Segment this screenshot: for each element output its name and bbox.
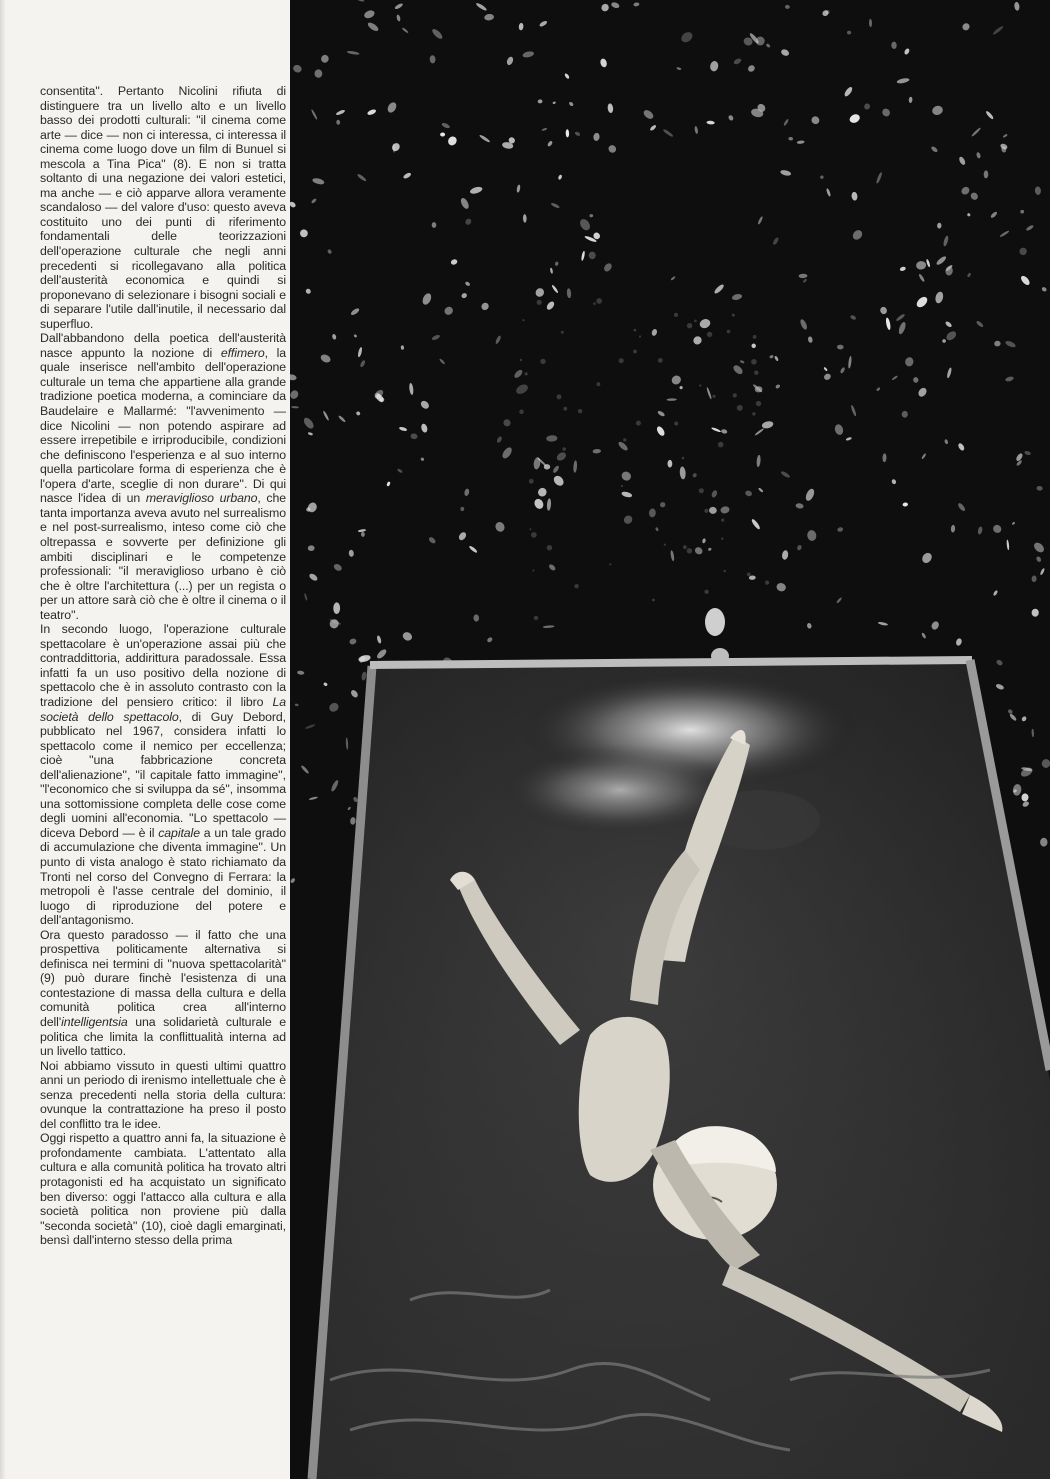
trunk-texture [574, 584, 578, 588]
trunk-texture [623, 438, 626, 441]
trunk-texture [529, 528, 531, 530]
trunk-texture [619, 358, 624, 363]
article-paragraph [40, 1059, 286, 1132]
trunk-texture [694, 320, 697, 323]
text-run: Dall'abbandono della poetica dell'austerità nasce appunto la nozione di [40, 331, 286, 360]
trunk-texture [699, 384, 701, 386]
trunk-texture [562, 447, 566, 451]
trunk-texture [522, 319, 524, 321]
trunk-texture [721, 538, 723, 540]
page-edge-shadow [0, 0, 6, 1479]
trunk-texture [634, 329, 637, 332]
italic-run: intelligentsia [61, 1015, 128, 1029]
trunk-texture [724, 570, 726, 572]
trunk-texture [712, 395, 715, 398]
lamp-light [705, 608, 725, 636]
text-run: a un tale grado di accumulazione che diventa immagine''. Un punto di vista analogo è stato richiamato da Tronti nel corso del Convegno di Ferrara: la metropoli è l'asse centrale del dominio, il luogo di riproduzione del potere e dell'antagonismo. [40, 825, 286, 928]
trunk-texture [561, 331, 564, 334]
trunk-texture [753, 335, 757, 339]
trunk-texture [687, 548, 692, 553]
trunk-texture [765, 581, 769, 585]
trunk-texture [593, 302, 596, 305]
text-run: In secondo luogo, l'operazione culturale spettacolare è un'operazione assai più che contraddittoria, addirittura paradossale. Essa infatti fa un uso positivo della nozione di spettacolo che è in assoluto contrasto con la tradizione del pensiero critico: il libro [40, 622, 286, 709]
trunk-texture [563, 407, 567, 411]
article-paragraph [40, 928, 286, 1059]
trunk-texture [652, 599, 655, 602]
italic-run: La società dello spettacolo [40, 694, 286, 724]
trunk-texture [674, 313, 678, 317]
trunk-texture [621, 485, 623, 487]
trunk-texture [704, 509, 708, 513]
trunk-texture [727, 330, 731, 334]
trunk-texture [682, 457, 685, 460]
text-run: Oggi rispetto a quattro anni fa, la situazione è profondamente cambiata. L'attentato alla cultura e alla comunità politica ha trovato altri protagonisti ed ha acquistato un significato ben diverso: oggi l'attacco alla cultura e alla società politica non proviene più dalla ''seconda società'' (10), cioè dagli emarginati, bensì dall'interno stesso della prima [40, 1131, 286, 1248]
trunk-texture [732, 314, 735, 317]
trunk-texture [674, 422, 678, 426]
trunk-texture [540, 359, 545, 364]
text-run: Ora questo paradosso — il fatto che una prospettiva politicamente alternativa si definisca nei termini di ''nuova spettacolarità'' (9) può durare finchè l'esistenza di una contestazione di massa della cultura e della comunità politica crea all'interno dell' [40, 927, 286, 1029]
trunk-texture [704, 590, 708, 594]
article-paragraph [40, 331, 286, 622]
text-run: , di Guy Debord, pubblicato nel 1967, considera infatti lo spettacolo come il nemico per eccellenza; cioè ''una fabbricazione concreta dell'alienazione'', ''il capitale fatto immagine'', ''l'economico che si sviluppa da sé'', insomma una sottomissione completa delle cose come degli uomini all'economia. ''Lo spettacolo — diceva Debord — è il [40, 709, 286, 840]
canvas-frame-top [370, 660, 972, 665]
article-paragraph [40, 84, 286, 331]
photo-illustration [290, 0, 1050, 1479]
trunk-texture [639, 335, 641, 337]
leaf-highlight [668, 460, 673, 468]
trunk-texture [636, 421, 641, 426]
trunk-texture [529, 479, 534, 484]
trunk-texture [633, 350, 637, 354]
trunk-texture [596, 298, 602, 304]
trunk-texture [597, 382, 601, 386]
text-run: consentita''. Pertanto Nicolini rifiuta di distinguere tra un livello alto e un livello basso dei prodotti culturali: ''il cinema come arte — dice — non ci interessa, ci interessa il cinema come luogo dove un film di Bunuel si mescola a Tina Pica'' (8). E non si tratta soltanto di una negazione dei valori estetici, ma anche — e ciò apparve allora veramente scandaloso — del valore d'uso: questo aveva costituito uno dei punti di riferimento fondamentali delle teorizzazioni dell'operazione culturale che negli anni precedenti si ricollegavano alla politica dell'austerità economica e quindi si proponevano di selezionare i bisogni sociali e di separare l'utile dall'inutile, il necessario dal superfluo. [40, 84, 286, 331]
leaf-highlight [756, 37, 765, 46]
trunk-texture [547, 545, 552, 550]
trunk-texture [519, 409, 524, 414]
trunk-texture [721, 519, 724, 522]
trunk-texture [754, 371, 758, 375]
article-paragraph [40, 622, 286, 927]
trunk-texture [531, 532, 537, 538]
photograph [290, 0, 1050, 1479]
trunk-texture [532, 570, 534, 572]
trunk-texture [737, 405, 743, 411]
trunk-texture [699, 488, 704, 493]
trunk-texture [609, 563, 611, 565]
article-text-column [40, 84, 286, 1248]
trunk-texture [752, 412, 755, 415]
trunk-texture [683, 545, 687, 549]
trunk-texture [534, 616, 538, 620]
trunk-texture [525, 372, 528, 375]
trunk-texture [578, 409, 582, 413]
trunk-texture [751, 359, 757, 365]
italic-run: effimero [220, 345, 265, 360]
trunk-texture [718, 442, 724, 448]
trunk-texture [687, 323, 692, 328]
trunk-texture [557, 394, 562, 399]
text-run: , la quale inserisce nell'ambito dell'operazione culturale un tema che appartiene alla grande tradizione poetica moderna, a cominciare da Baudelaire e Mallarmé: ''l'avvenimento — dice Nicolini — non potendo aspirare ad essere irrepetibile e irriproducibile, condizioni che definiscono l'esperienza e al suo interno quella particolare forma di esperienza che è l'opera d'arte, sceglie di non durare''. Di qui nasce l'idea di un [40, 345, 286, 506]
trunk-texture [537, 300, 542, 305]
text-run: una solidarietà culturale e politica che limita la conflittualità interna ad un livello tattico. [40, 1015, 286, 1059]
trunk-texture [520, 359, 522, 361]
text-run: , che tanta importanza aveva avuto nel surrealismo e nel post-surrealismo, inteso come ciò che oltrepassa e sovverte per definizione gli ambiti disciplinari e le competenze professionali: ''il meraviglioso urbano è ciò che è oltre l'architettura (...) per un regista o per un attore sarà ciò che è oltre il cinema o il teatro''. [40, 491, 286, 622]
article-paragraph [40, 1131, 286, 1247]
trunk-texture [733, 393, 737, 397]
trunk-texture [658, 358, 663, 363]
painted-canvas [310, 660, 1050, 1479]
italic-run: meraviglioso urbano [145, 491, 258, 506]
trunk-texture [664, 544, 666, 546]
italic-run: capitale [158, 825, 200, 840]
trunk-texture [707, 332, 712, 337]
leaf-highlight [837, 345, 844, 350]
trunk-texture [756, 401, 761, 406]
text-run: Noi abbiamo vissuto in questi ultimi quattro anni un periodo di irenismo intellettuale che è senza precedenti nella storia della cultura: ovunque la contrattazione ha preso il posto del conflitto tra le idee. [40, 1058, 286, 1131]
trunk-texture [747, 573, 751, 577]
